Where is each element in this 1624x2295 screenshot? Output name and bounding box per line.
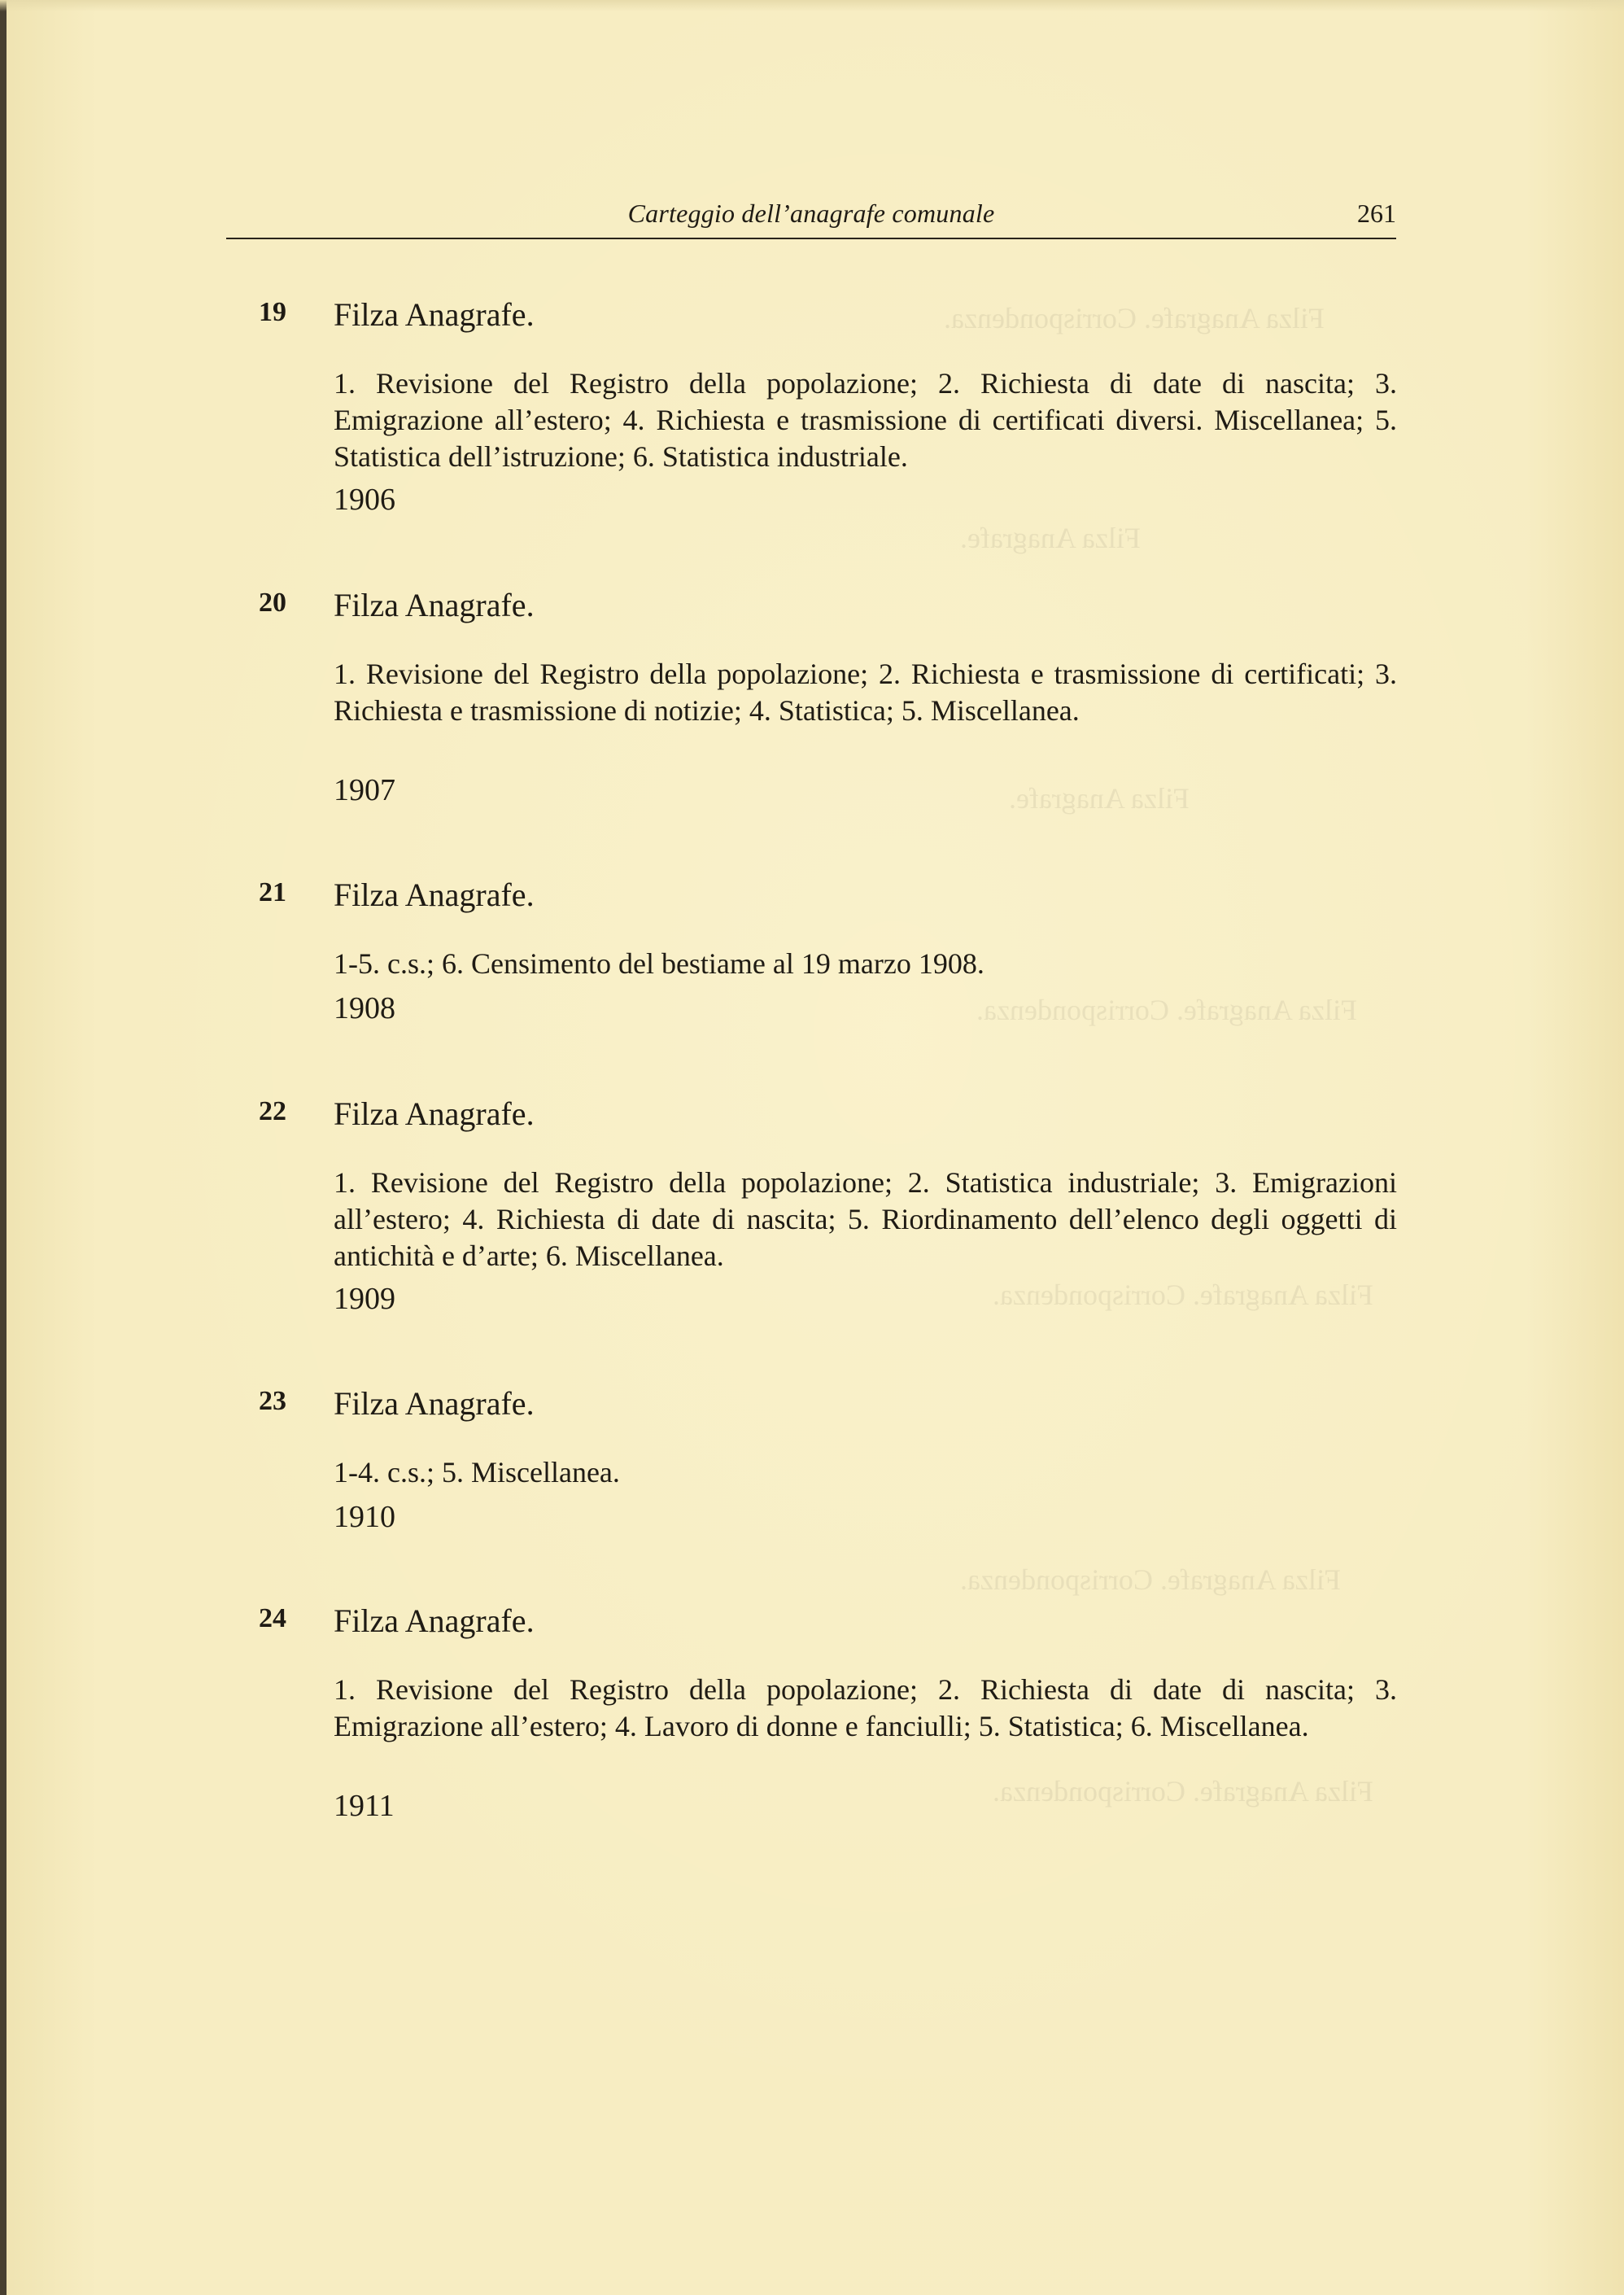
entry-content: 1-5. c.s.; 6. Censimento del bestiame al 19 marzo 1908. — [334, 947, 984, 980]
entry-year: 1906 — [334, 483, 395, 517]
running-title: Carteggio dell’anagrafe comunale — [627, 199, 995, 228]
entry-year: 1908 — [334, 991, 395, 1025]
entry-year: 1909 — [334, 1282, 395, 1316]
running-header — [226, 192, 1396, 239]
entry-title: Filza Anagrafe. — [334, 876, 535, 913]
entry-content: 1. Revisione del Registro della popolazione; 2. Statistica industriale; 3. Emigrazioni all’estero; 4. Richiesta di date di nascita; 5. Riordinamento dell’elenco degli oggetti di antichità e d’arte; 6. Miscellanea. — [334, 1166, 1397, 1272]
entry-year: 1911 — [334, 1789, 395, 1823]
entry-content: 1-4. c.s.; 5. Miscellanea. — [334, 1456, 620, 1488]
bleed-through-text: Filza Anagrafe. Corrispondenza. — [993, 1279, 1373, 1311]
entry-title: Filza Anagrafe. — [334, 587, 535, 623]
entry-title: Filza Anagrafe. — [334, 296, 535, 333]
page-edge-shadow — [0, 0, 7, 2295]
entry-number: 24 — [259, 1603, 286, 1633]
bleed-through-text: Filza Anagrafe. Corrispondenza. — [960, 1563, 1341, 1596]
entry-title: Filza Anagrafe. — [334, 1602, 535, 1639]
bleed-through-text: Filza Anagrafe. Corrispondenza. — [993, 1775, 1373, 1808]
entry-content: 1. Revisione del Registro della popolazione; 2. Richiesta di date di nascita; 3. Emigrazione all’estero; 4. Lavoro di donne e fanciulli; 5. Statistica; 6. Miscellanea. — [334, 1673, 1397, 1742]
page-number: 261 — [1357, 199, 1396, 228]
entry-title: Filza Anagrafe. — [334, 1095, 535, 1132]
bleed-through-text: Filza Anagrafe. Corrispondenza. — [976, 994, 1357, 1026]
entry-number: 20 — [259, 588, 286, 618]
entry-content: 1. Revisione del Registro della popolazione; 2. Richiesta e trasmissione di certificati; 3. Richiesta e trasmissione di notizie; 4. Statistica; 5. Miscellanea. — [334, 658, 1397, 727]
entry-number: 19 — [259, 297, 286, 327]
entry-number: 21 — [259, 877, 286, 907]
entry-number: 22 — [259, 1096, 286, 1126]
bleed-through-text: Filza Anagrafe. — [960, 522, 1141, 554]
entry-content: 1. Revisione del Registro della popolazione; 2. Richiesta di date di nascita; 3. Emigrazione all’estero; 4. Richiesta e trasmissione di certificati diversi. Miscellanea; 5. Statistica dell’istruzione; 6. Statistica industriale. — [334, 367, 1397, 473]
entry-year: 1910 — [334, 1500, 395, 1534]
top-edge-shadow — [0, 0, 1624, 11]
entry-year: 1907 — [334, 773, 395, 807]
bleed-through-text: Filza Anagrafe. — [1009, 782, 1190, 815]
entry-number: 23 — [259, 1386, 286, 1416]
bleed-through-text: Filza Anagrafe. Corrispondenza. — [944, 302, 1325, 334]
entry-title: Filza Anagrafe. — [334, 1385, 535, 1422]
